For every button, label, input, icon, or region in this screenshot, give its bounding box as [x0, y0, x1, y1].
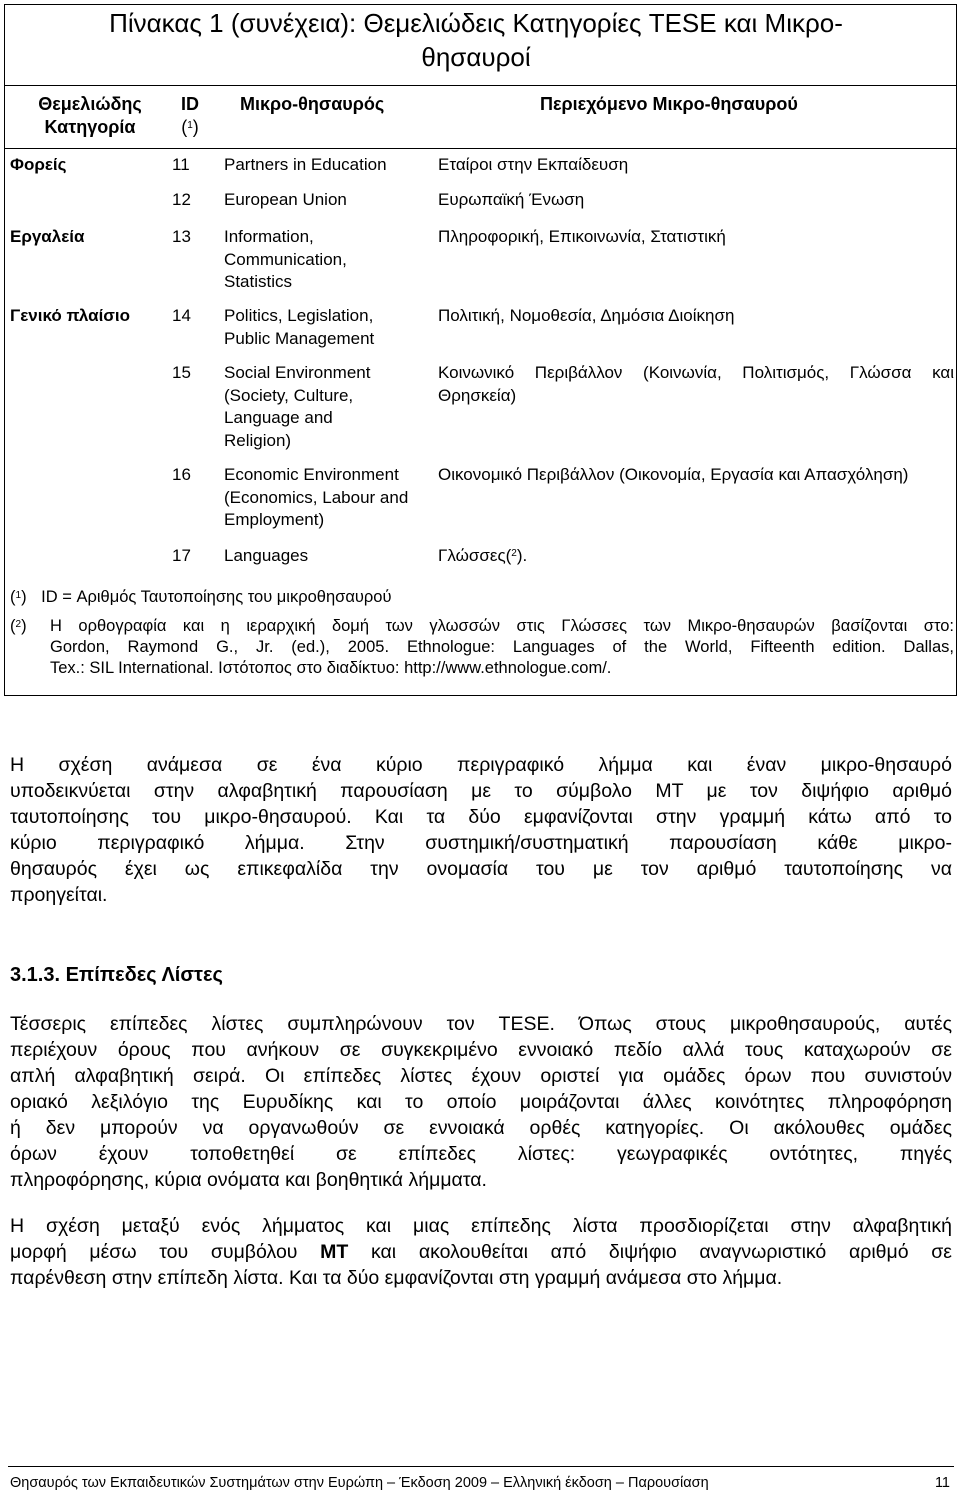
footer-text: Θησαυρός των Εκπαιδευτικών Συστημάτων στην Ευρώπη – Έκδοση 2009 – Ελληνική έκδοση – Παρουσίαση [10, 1475, 709, 1491]
header-micro: Μικρο-θησαυρός [240, 94, 385, 114]
header-id: ID ($^1$) [168, 93, 212, 139]
table-title [6, 6, 946, 74]
table-title-line2: θησαυροί [421, 42, 531, 72]
header-category: Θεμελιώδης Κατηγορία [38, 94, 142, 137]
footnote-2: Η ορθογραφία και η ιεραρχική δομή των γλωσσών στις Γλώσσες των Μικρο-θησαυρών βασίζονται στο: Gordon, Raymond G., Jr. (ed.), 2005. Ethnologue: Languages of the World, Fifteenth edition. Dallas, Tex.: SIL International. Ιστότοπος στο διαδίκτυο: http://www.ethnologue.com/. [50, 617, 954, 677]
header-content: Περιεχόμενο Μικρο-θησαυρού [540, 94, 798, 114]
ethnologue-link[interactable]: http://www.ethnologue.com/. [404, 659, 612, 677]
title-divider [4, 85, 957, 86]
header-divider [4, 148, 957, 149]
header-id-note: ($^1$) [181, 117, 199, 137]
footer-divider [8, 1466, 954, 1467]
paragraph-1: Η σχέση ανάμεσα σε ένα κύριο περιγραφικό λήμμα και έναν μικρο-θησαυρό υποδεικνύεται στην αλφαβητική παρουσίαση με το σύμβολο MT με τον διψήφιο αριθμό ταυτοποίησης του μικρο-θησαυρού. Και τα δύο εμφανίζονται στην γραμμή κάτω από το κύριο περιγραφικό λήμμα. Στην συστημική/συστηματική παρουσίαση κάθε μικρο- θησαυρός έχει ως επικεφαλίδα την ονομασία του με τον αριθμό ταυτοποίησης να προηγείται. [10, 754, 952, 906]
paragraph-3: Η σχέση μεταξύ ενός λήμματος και μιας επίπεδης λίστα προσδιορίζεται στην αλφαβητική μορφή μέσω του συμβόλου MT και ακολουθείται από διψήφιο αναγνωριστικό αριθμό σε παρένθεση στην επίπεδη λίστα. Και τα δύο εμφανίζονται στη γραμμή ανάμεσα στο λήμμα. [10, 1215, 952, 1289]
footnote-2-marker: ($^2$) [10, 617, 27, 635]
section-heading: 3.1.3. Επίπεδες Λίστες [10, 964, 223, 986]
paragraph-2: Τέσσερις επίπεδες λίστες συμπληρώνουν τον TESE. Όπως στους μικροθησαυρούς, αυτές περιέχουν όρους που ανήκουν σε συγκεκριμένο εννοιακό πεδίο αλλά τους καταχωρούν σε απλή αλφαβητική σειρά. Οι επίπεδες λίστες έχουν οριστεί για ομάδες όρων που συνιστούν οριακό λεξιλόγιο της Ευρυδίκης και το οποίο μοιράζονται άλλες κοινότητες πληροφόρηση ή δεν μπορούν να οργανωθούν σε εννοιακά ορθές κατηγορίες. Οι ακόλουθες ομάδες όρων έχουν τοποθετηθεί σε επίπεδες λίστες: γεωγραφικές οντότητες, πηγές πληροφόρησης, κύρια ονόματα και βοηθητικά λήμματα. [10, 1013, 952, 1191]
footnote-1: ($^1$) ID = Αριθμός Ταυτοποίησης του μικροθησαυρού [10, 588, 392, 606]
table-title-line1: Πίνακας 1 (συνέχεια): Θεμελιώδεις Κατηγορίες TESE και Μικρο- [109, 8, 843, 38]
page-number: 11 [934, 1475, 950, 1491]
